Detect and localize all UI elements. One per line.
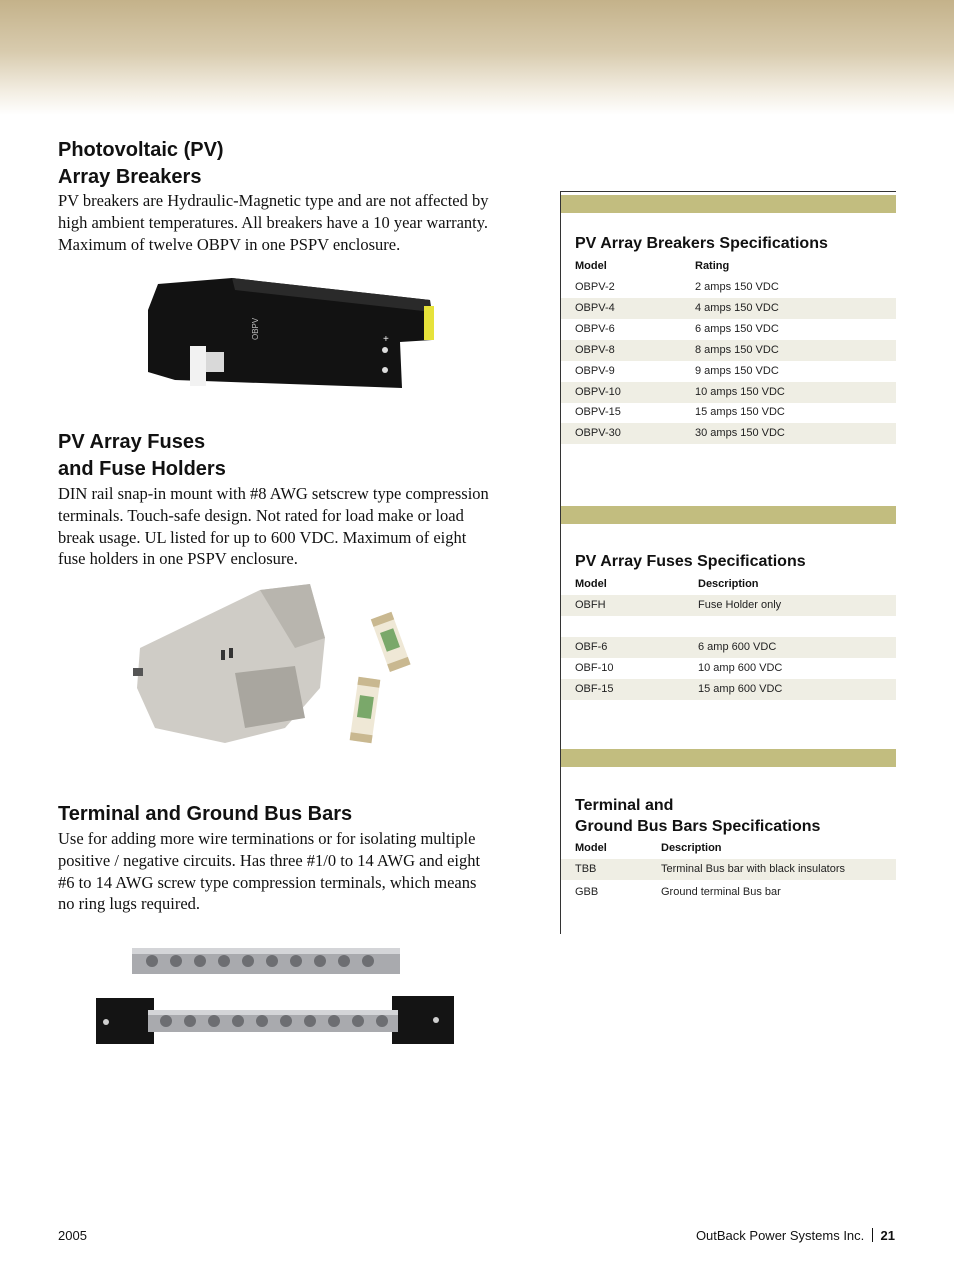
table-row: OBPV-2 2 amps 150 VDC xyxy=(575,281,779,293)
footer-year: 2005 xyxy=(58,1228,87,1243)
footer-divider xyxy=(872,1228,873,1242)
bus-bar-photo xyxy=(92,940,458,1050)
breakers-heading-line2: Array Breakers xyxy=(58,166,202,188)
table-row: OBPV-30 30 amps 150 VDC xyxy=(561,423,896,444)
busbars-description: Use for adding more wire terminations or for isolating multiple positive / negative circuits. Has three #1/0 to 14 AWG and eight #6 to 14 AWG screw type compression terminals, which means no ring lugs required. xyxy=(58,829,481,914)
footer-credit xyxy=(696,1228,895,1244)
table-row: OBPV-6 6 amps 150 VDC xyxy=(575,323,779,335)
footer-company: OutBack Power Systems Inc. xyxy=(695,1228,865,1243)
fuses-description: DIN rail snap-in mount with #8 AWG setscrew type compression terminals. Touch-safe design. Not rated for load make or load break usage. UL listed for up to 600 VDC. Maximum of eight fuse holders in one PSPV enclosure. xyxy=(58,484,489,569)
table-row: OBPV-15 15 amps 150 VDC xyxy=(575,406,785,418)
breakers-spec-header-row: Model Rating xyxy=(575,260,730,272)
busbars-spec-header-row: Model Description xyxy=(575,842,722,854)
fuse-holder-photo xyxy=(125,578,425,750)
table-row: OBFH Fuse Holder only xyxy=(561,595,896,616)
table-row: OBF-10 10 amp 600 VDC xyxy=(575,662,783,674)
busbars-heading: Terminal and Ground Bus Bars xyxy=(58,803,353,825)
table-row xyxy=(561,616,896,637)
breakers-heading xyxy=(58,137,224,191)
fuses-spec-title: PV Array Fuses Specifications xyxy=(575,553,806,570)
breakers-description: PV breakers are Hydraulic-Magnetic type and are not affected by high ambient temperatures. All breakers have a 10 year warranty. Maximum of twelve OBPV in one PSPV enclosure. xyxy=(58,191,489,254)
spec-panel-top-border xyxy=(560,191,896,192)
fuses-heading xyxy=(58,429,226,483)
table-row: OBF-6 6 amp 600 VDC xyxy=(561,637,896,658)
table-row: OBPV-9 9 amps 150 VDC xyxy=(575,365,779,377)
header-gradient-band xyxy=(0,0,954,115)
table-row: OBPV-10 10 amps 150 VDC xyxy=(561,382,896,403)
fuses-spec-header-row: Model Description xyxy=(575,578,759,590)
svg-text:+: + xyxy=(383,334,389,345)
table-row: OBPV-8 8 amps 150 VDC xyxy=(561,340,896,361)
busbars-spec-title: Terminal and Ground Bus Bars Specifications xyxy=(575,797,821,835)
table-row: OBPV-4 4 amps 150 VDC xyxy=(561,298,896,319)
table-row: TBB Terminal Bus bar with black insulators xyxy=(561,859,896,880)
breakers-spec-band xyxy=(561,195,896,213)
fuses-spec-band xyxy=(561,506,896,524)
breaker-photo xyxy=(140,270,440,398)
busbars-spec-band xyxy=(561,749,896,767)
page-number: 21 xyxy=(880,1228,895,1243)
fuses-heading-line1: PV Array Fuses xyxy=(58,431,206,453)
breakers-spec-title: PV Array Breakers Specifications xyxy=(575,235,828,252)
fuses-heading-line2: and Fuse Holders xyxy=(58,458,226,480)
breakers-heading-line1: Photovoltaic (PV) xyxy=(58,139,224,161)
table-row: OBF-15 15 amp 600 VDC xyxy=(561,679,896,700)
svg-text:OBPV: OBPV xyxy=(251,317,260,340)
table-row: GBB Ground terminal Bus bar xyxy=(575,886,781,898)
